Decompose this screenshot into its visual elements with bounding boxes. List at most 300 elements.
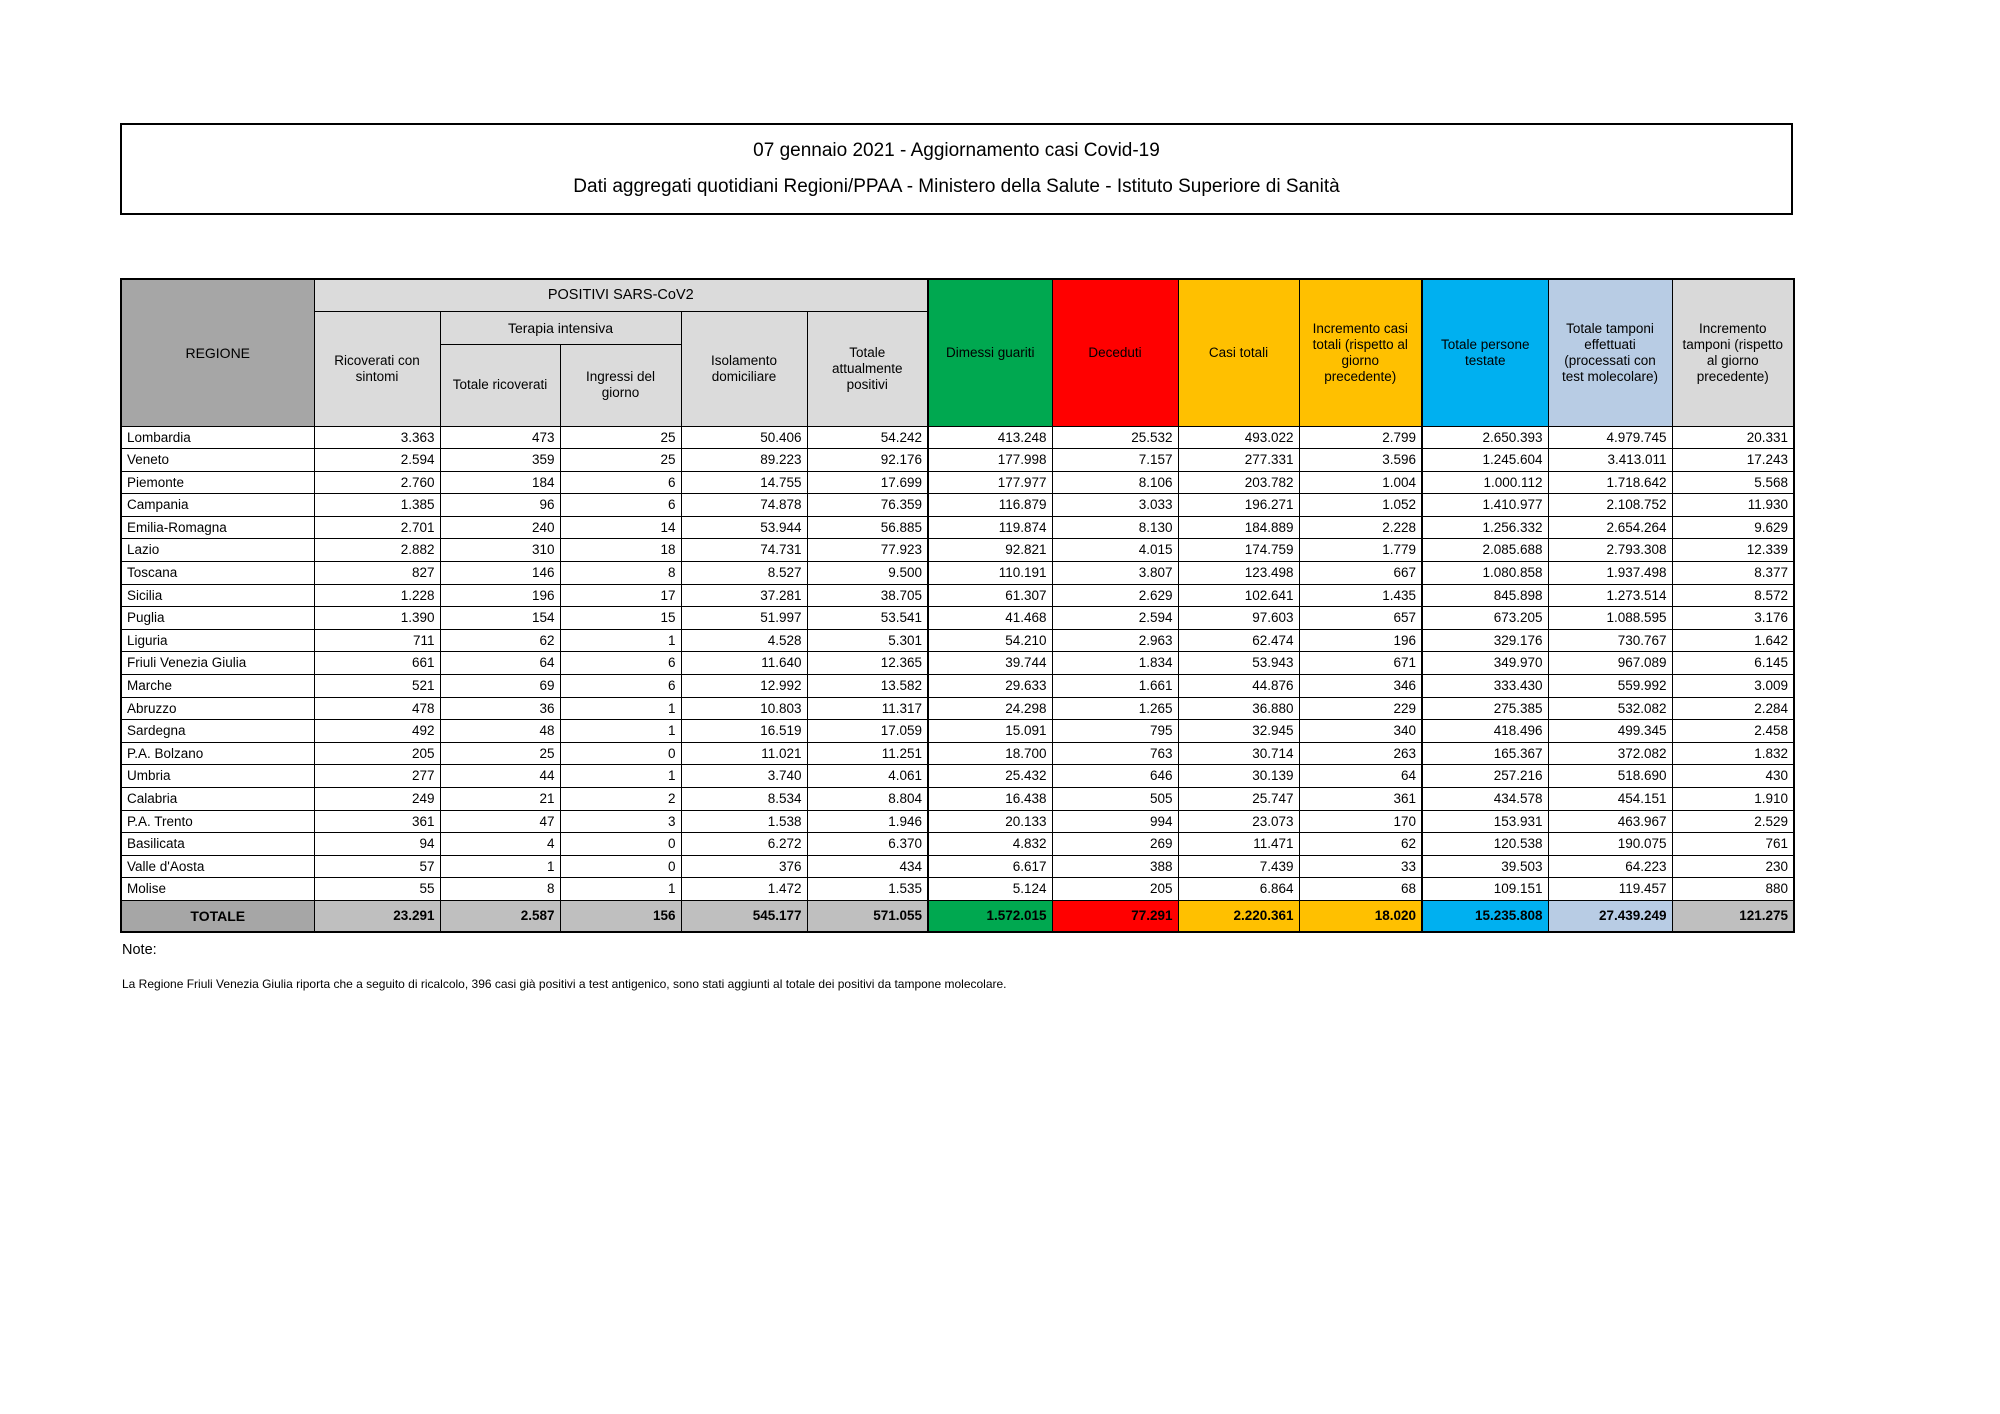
value-cell: 376 bbox=[681, 855, 807, 878]
value-cell: 667 bbox=[1299, 562, 1422, 585]
totale-value-cell: 18.020 bbox=[1299, 900, 1422, 932]
totale-value-cell: 571.055 bbox=[807, 900, 928, 932]
column-header-incremento-casi-totali: Incremento casi totali (rispetto al giorno precedente) bbox=[1299, 279, 1422, 426]
value-cell: 4.015 bbox=[1052, 539, 1178, 562]
value-cell: 9.629 bbox=[1672, 516, 1794, 539]
value-cell: 18.700 bbox=[928, 742, 1052, 765]
value-cell: 478 bbox=[314, 697, 440, 720]
region-name-cell: Abruzzo bbox=[121, 697, 314, 720]
value-cell: 25 bbox=[560, 449, 681, 472]
value-cell: 23.073 bbox=[1178, 810, 1299, 833]
region-name-cell: Liguria bbox=[121, 629, 314, 652]
column-header-totale-attualmente-positivi: Totale attualmente positivi bbox=[807, 311, 928, 426]
table-row bbox=[121, 562, 1794, 585]
value-cell: 463.967 bbox=[1548, 810, 1672, 833]
value-cell: 17.059 bbox=[807, 720, 928, 743]
value-cell: 77.923 bbox=[807, 539, 928, 562]
value-cell: 205 bbox=[1052, 878, 1178, 901]
value-cell: 277.331 bbox=[1178, 449, 1299, 472]
value-cell: 0 bbox=[560, 833, 681, 856]
column-header-ricoverati-con-sintomi: Ricoverati con sintomi bbox=[314, 311, 440, 426]
value-cell: 110.191 bbox=[928, 562, 1052, 585]
value-cell: 89.223 bbox=[681, 449, 807, 472]
table-row bbox=[121, 833, 1794, 856]
column-header-ingressi-del-giorno: Ingressi del giorno bbox=[560, 344, 681, 426]
value-cell: 2.650.393 bbox=[1422, 426, 1548, 449]
value-cell: 5.568 bbox=[1672, 471, 1794, 494]
totale-value-cell: 15.235.808 bbox=[1422, 900, 1548, 932]
region-name-cell: Piemonte bbox=[121, 471, 314, 494]
value-cell: 499.345 bbox=[1548, 720, 1672, 743]
totale-value-cell: 1.572.015 bbox=[928, 900, 1052, 932]
value-cell: 1.410.977 bbox=[1422, 494, 1548, 517]
value-cell: 184.889 bbox=[1178, 516, 1299, 539]
region-name-cell: P.A. Trento bbox=[121, 810, 314, 833]
region-name-cell: P.A. Bolzano bbox=[121, 742, 314, 765]
value-cell: 275.385 bbox=[1422, 697, 1548, 720]
value-cell: 5.301 bbox=[807, 629, 928, 652]
table-body bbox=[121, 426, 1794, 932]
value-cell: 1.910 bbox=[1672, 788, 1794, 811]
value-cell: 196 bbox=[1299, 629, 1422, 652]
value-cell: 62 bbox=[1299, 833, 1422, 856]
value-cell: 25.532 bbox=[1052, 426, 1178, 449]
value-cell: 2.701 bbox=[314, 516, 440, 539]
value-cell: 2.284 bbox=[1672, 697, 1794, 720]
value-cell: 1.004 bbox=[1299, 471, 1422, 494]
value-cell: 2.529 bbox=[1672, 810, 1794, 833]
value-cell: 8.130 bbox=[1052, 516, 1178, 539]
value-cell: 11.251 bbox=[807, 742, 928, 765]
value-cell: 11.930 bbox=[1672, 494, 1794, 517]
value-cell: 96 bbox=[440, 494, 560, 517]
value-cell: 92.821 bbox=[928, 539, 1052, 562]
value-cell: 3.363 bbox=[314, 426, 440, 449]
value-cell: 21 bbox=[440, 788, 560, 811]
value-cell: 2 bbox=[560, 788, 681, 811]
value-cell: 1.834 bbox=[1052, 652, 1178, 675]
value-cell: 1.265 bbox=[1052, 697, 1178, 720]
value-cell: 174.759 bbox=[1178, 539, 1299, 562]
value-cell: 3.807 bbox=[1052, 562, 1178, 585]
value-cell: 657 bbox=[1299, 607, 1422, 630]
value-cell: 6.272 bbox=[681, 833, 807, 856]
value-cell: 16.438 bbox=[928, 788, 1052, 811]
column-header-totale-tamponi: Totale tamponi effettuati (processati con test molecolare) bbox=[1548, 279, 1672, 426]
region-name-cell: Basilicata bbox=[121, 833, 314, 856]
value-cell: 434 bbox=[807, 855, 928, 878]
value-cell: 20.133 bbox=[928, 810, 1052, 833]
value-cell: 68 bbox=[1299, 878, 1422, 901]
value-cell: 11.471 bbox=[1178, 833, 1299, 856]
value-cell: 6.145 bbox=[1672, 652, 1794, 675]
value-cell: 730.767 bbox=[1548, 629, 1672, 652]
value-cell: 64 bbox=[1299, 765, 1422, 788]
region-name-cell: Molise bbox=[121, 878, 314, 901]
value-cell: 1.535 bbox=[807, 878, 928, 901]
value-cell: 11.640 bbox=[681, 652, 807, 675]
value-cell: 3.413.011 bbox=[1548, 449, 1672, 472]
table-row bbox=[121, 675, 1794, 698]
value-cell: 1.779 bbox=[1299, 539, 1422, 562]
column-header-casi-totali: Casi totali bbox=[1178, 279, 1299, 426]
value-cell: 62.474 bbox=[1178, 629, 1299, 652]
value-cell: 48 bbox=[440, 720, 560, 743]
value-cell: 349.970 bbox=[1422, 652, 1548, 675]
value-cell: 74.731 bbox=[681, 539, 807, 562]
region-name-cell: Umbria bbox=[121, 765, 314, 788]
value-cell: 116.879 bbox=[928, 494, 1052, 517]
value-cell: 0 bbox=[560, 855, 681, 878]
value-cell: 25 bbox=[560, 426, 681, 449]
totale-value-cell: 2.220.361 bbox=[1178, 900, 1299, 932]
value-cell: 14 bbox=[560, 516, 681, 539]
value-cell: 54.210 bbox=[928, 629, 1052, 652]
region-name-cell: Lombardia bbox=[121, 426, 314, 449]
value-cell: 64 bbox=[440, 652, 560, 675]
value-cell: 454.151 bbox=[1548, 788, 1672, 811]
value-cell: 518.690 bbox=[1548, 765, 1672, 788]
value-cell: 1.228 bbox=[314, 584, 440, 607]
value-cell: 119.457 bbox=[1548, 878, 1672, 901]
value-cell: 277 bbox=[314, 765, 440, 788]
value-cell: 1 bbox=[560, 878, 681, 901]
value-cell: 1.538 bbox=[681, 810, 807, 833]
region-name-cell: Lazio bbox=[121, 539, 314, 562]
table-header bbox=[121, 279, 1794, 426]
value-cell: 6 bbox=[560, 652, 681, 675]
value-cell: 10.803 bbox=[681, 697, 807, 720]
value-cell: 16.519 bbox=[681, 720, 807, 743]
value-cell: 14.755 bbox=[681, 471, 807, 494]
value-cell: 102.641 bbox=[1178, 584, 1299, 607]
column-header-totale-persone-testate: Totale persone testate bbox=[1422, 279, 1548, 426]
value-cell: 1 bbox=[560, 720, 681, 743]
value-cell: 76.359 bbox=[807, 494, 928, 517]
value-cell: 249 bbox=[314, 788, 440, 811]
totale-value-cell: 156 bbox=[560, 900, 681, 932]
value-cell: 8.377 bbox=[1672, 562, 1794, 585]
value-cell: 30.139 bbox=[1178, 765, 1299, 788]
value-cell: 1.390 bbox=[314, 607, 440, 630]
table-row bbox=[121, 471, 1794, 494]
value-cell: 184 bbox=[440, 471, 560, 494]
value-cell: 18 bbox=[560, 539, 681, 562]
notes-heading: Note: bbox=[122, 942, 157, 958]
value-cell: 2.793.308 bbox=[1548, 539, 1672, 562]
value-cell: 8 bbox=[560, 562, 681, 585]
value-cell: 473 bbox=[440, 426, 560, 449]
value-cell: 269 bbox=[1052, 833, 1178, 856]
group-header-terapia-intensiva: Terapia intensiva bbox=[440, 311, 681, 344]
totale-label-cell: TOTALE bbox=[121, 900, 314, 932]
value-cell: 240 bbox=[440, 516, 560, 539]
value-cell: 3.596 bbox=[1299, 449, 1422, 472]
value-cell: 761 bbox=[1672, 833, 1794, 856]
value-cell: 4.832 bbox=[928, 833, 1052, 856]
value-cell: 61.307 bbox=[928, 584, 1052, 607]
value-cell: 190.075 bbox=[1548, 833, 1672, 856]
value-cell: 230 bbox=[1672, 855, 1794, 878]
value-cell: 29.633 bbox=[928, 675, 1052, 698]
value-cell: 24.298 bbox=[928, 697, 1052, 720]
value-cell: 12.992 bbox=[681, 675, 807, 698]
value-cell: 56.885 bbox=[807, 516, 928, 539]
value-cell: 646 bbox=[1052, 765, 1178, 788]
value-cell: 64.223 bbox=[1548, 855, 1672, 878]
title-box bbox=[120, 123, 1793, 215]
value-cell: 430 bbox=[1672, 765, 1794, 788]
value-cell: 2.108.752 bbox=[1548, 494, 1672, 517]
value-cell: 123.498 bbox=[1178, 562, 1299, 585]
value-cell: 2.629 bbox=[1052, 584, 1178, 607]
table-row bbox=[121, 426, 1794, 449]
value-cell: 2.963 bbox=[1052, 629, 1178, 652]
value-cell: 505 bbox=[1052, 788, 1178, 811]
value-cell: 17.699 bbox=[807, 471, 928, 494]
value-cell: 13.582 bbox=[807, 675, 928, 698]
value-cell: 257.216 bbox=[1422, 765, 1548, 788]
value-cell: 94 bbox=[314, 833, 440, 856]
value-cell: 6 bbox=[560, 675, 681, 698]
value-cell: 6.370 bbox=[807, 833, 928, 856]
value-cell: 8.804 bbox=[807, 788, 928, 811]
value-cell: 3.740 bbox=[681, 765, 807, 788]
value-cell: 661 bbox=[314, 652, 440, 675]
value-cell: 62 bbox=[440, 629, 560, 652]
value-cell: 310 bbox=[440, 539, 560, 562]
value-cell: 1.245.604 bbox=[1422, 449, 1548, 472]
value-cell: 1.946 bbox=[807, 810, 928, 833]
value-cell: 177.998 bbox=[928, 449, 1052, 472]
value-cell: 1.052 bbox=[1299, 494, 1422, 517]
value-cell: 827 bbox=[314, 562, 440, 585]
table-row bbox=[121, 652, 1794, 675]
value-cell: 845.898 bbox=[1422, 584, 1548, 607]
value-cell: 2.458 bbox=[1672, 720, 1794, 743]
value-cell: 1.088.595 bbox=[1548, 607, 1672, 630]
value-cell: 372.082 bbox=[1548, 742, 1672, 765]
value-cell: 1.832 bbox=[1672, 742, 1794, 765]
table-row bbox=[121, 855, 1794, 878]
table-row bbox=[121, 765, 1794, 788]
table-row bbox=[121, 697, 1794, 720]
table-row bbox=[121, 810, 1794, 833]
value-cell: 1.642 bbox=[1672, 629, 1794, 652]
value-cell: 120.538 bbox=[1422, 833, 1548, 856]
region-name-cell: Friuli Venezia Giulia bbox=[121, 652, 314, 675]
region-name-cell: Emilia-Romagna bbox=[121, 516, 314, 539]
value-cell: 994 bbox=[1052, 810, 1178, 833]
value-cell: 153.931 bbox=[1422, 810, 1548, 833]
value-cell: 57 bbox=[314, 855, 440, 878]
value-cell: 17.243 bbox=[1672, 449, 1794, 472]
value-cell: 54.242 bbox=[807, 426, 928, 449]
value-cell: 5.124 bbox=[928, 878, 1052, 901]
value-cell: 7.157 bbox=[1052, 449, 1178, 472]
value-cell: 388 bbox=[1052, 855, 1178, 878]
value-cell: 2.882 bbox=[314, 539, 440, 562]
table-row bbox=[121, 539, 1794, 562]
value-cell: 20.331 bbox=[1672, 426, 1794, 449]
value-cell: 1.385 bbox=[314, 494, 440, 517]
value-cell: 1.718.642 bbox=[1548, 471, 1672, 494]
value-cell: 1.080.858 bbox=[1422, 562, 1548, 585]
value-cell: 4 bbox=[440, 833, 560, 856]
value-cell: 51.997 bbox=[681, 607, 807, 630]
value-cell: 165.367 bbox=[1422, 742, 1548, 765]
region-name-cell: Puglia bbox=[121, 607, 314, 630]
value-cell: 205 bbox=[314, 742, 440, 765]
totale-value-cell: 23.291 bbox=[314, 900, 440, 932]
value-cell: 12.365 bbox=[807, 652, 928, 675]
value-cell: 39.503 bbox=[1422, 855, 1548, 878]
value-cell: 492 bbox=[314, 720, 440, 743]
region-name-cell: Campania bbox=[121, 494, 314, 517]
totale-value-cell: 545.177 bbox=[681, 900, 807, 932]
totale-value-cell: 2.587 bbox=[440, 900, 560, 932]
value-cell: 1.472 bbox=[681, 878, 807, 901]
value-cell: 361 bbox=[314, 810, 440, 833]
value-cell: 8.572 bbox=[1672, 584, 1794, 607]
value-cell: 50.406 bbox=[681, 426, 807, 449]
value-cell: 53.944 bbox=[681, 516, 807, 539]
table-row bbox=[121, 494, 1794, 517]
region-name-cell: Marche bbox=[121, 675, 314, 698]
totale-row bbox=[121, 900, 1794, 932]
value-cell: 1.273.514 bbox=[1548, 584, 1672, 607]
value-cell: 15.091 bbox=[928, 720, 1052, 743]
value-cell: 4.979.745 bbox=[1548, 426, 1672, 449]
value-cell: 229 bbox=[1299, 697, 1422, 720]
table-row bbox=[121, 629, 1794, 652]
region-name-cell: Sardegna bbox=[121, 720, 314, 743]
value-cell: 53.943 bbox=[1178, 652, 1299, 675]
value-cell: 6 bbox=[560, 494, 681, 517]
column-header-deceduti: Deceduti bbox=[1052, 279, 1178, 426]
table-row bbox=[121, 607, 1794, 630]
value-cell: 15 bbox=[560, 607, 681, 630]
value-cell: 2.228 bbox=[1299, 516, 1422, 539]
value-cell: 2.799 bbox=[1299, 426, 1422, 449]
value-cell: 203.782 bbox=[1178, 471, 1299, 494]
report-title-line2: Dati aggregati quotidiani Regioni/PPAA - Ministero della Salute - Istituto Superiore di Sanità bbox=[573, 176, 1340, 197]
value-cell: 1.256.332 bbox=[1422, 516, 1548, 539]
totale-value-cell: 121.275 bbox=[1672, 900, 1794, 932]
value-cell: 0 bbox=[560, 742, 681, 765]
group-header-positivi-sars-cov2: POSITIVI SARS-CoV2 bbox=[314, 279, 928, 311]
region-name-cell: Sicilia bbox=[121, 584, 314, 607]
value-cell: 3.033 bbox=[1052, 494, 1178, 517]
value-cell: 1 bbox=[560, 697, 681, 720]
value-cell: 1 bbox=[440, 855, 560, 878]
value-cell: 967.089 bbox=[1548, 652, 1672, 675]
value-cell: 359 bbox=[440, 449, 560, 472]
value-cell: 8.527 bbox=[681, 562, 807, 585]
region-name-cell: Valle d'Aosta bbox=[121, 855, 314, 878]
value-cell: 6.864 bbox=[1178, 878, 1299, 901]
value-cell: 329.176 bbox=[1422, 629, 1548, 652]
table-row bbox=[121, 449, 1794, 472]
value-cell: 25.432 bbox=[928, 765, 1052, 788]
value-cell: 673.205 bbox=[1422, 607, 1548, 630]
table-row bbox=[121, 516, 1794, 539]
value-cell: 1.435 bbox=[1299, 584, 1422, 607]
covid-data-table bbox=[120, 278, 1795, 933]
value-cell: 413.248 bbox=[928, 426, 1052, 449]
totale-value-cell: 27.439.249 bbox=[1548, 900, 1672, 932]
value-cell: 263 bbox=[1299, 742, 1422, 765]
value-cell: 36 bbox=[440, 697, 560, 720]
value-cell: 2.085.688 bbox=[1422, 539, 1548, 562]
value-cell: 109.151 bbox=[1422, 878, 1548, 901]
column-header-dimessi-guariti: Dimessi guariti bbox=[928, 279, 1052, 426]
report-title-line1: 07 gennaio 2021 - Aggiornamento casi Covid-19 bbox=[753, 140, 1160, 161]
table-row bbox=[121, 584, 1794, 607]
value-cell: 1 bbox=[560, 629, 681, 652]
value-cell: 47 bbox=[440, 810, 560, 833]
column-header-totale-ricoverati: Totale ricoverati bbox=[440, 344, 560, 426]
value-cell: 1 bbox=[560, 765, 681, 788]
column-header-isolamento-domiciliare: Isolamento domiciliare bbox=[681, 311, 807, 426]
table-row bbox=[121, 788, 1794, 811]
value-cell: 17 bbox=[560, 584, 681, 607]
value-cell: 44 bbox=[440, 765, 560, 788]
table-row bbox=[121, 878, 1794, 901]
value-cell: 671 bbox=[1299, 652, 1422, 675]
value-cell: 434.578 bbox=[1422, 788, 1548, 811]
value-cell: 1.000.112 bbox=[1422, 471, 1548, 494]
value-cell: 880 bbox=[1672, 878, 1794, 901]
value-cell: 1.937.498 bbox=[1548, 562, 1672, 585]
value-cell: 196.271 bbox=[1178, 494, 1299, 517]
value-cell: 2.760 bbox=[314, 471, 440, 494]
value-cell: 39.744 bbox=[928, 652, 1052, 675]
value-cell: 154 bbox=[440, 607, 560, 630]
value-cell: 711 bbox=[314, 629, 440, 652]
value-cell: 763 bbox=[1052, 742, 1178, 765]
value-cell: 3.009 bbox=[1672, 675, 1794, 698]
value-cell: 521 bbox=[314, 675, 440, 698]
value-cell: 170 bbox=[1299, 810, 1422, 833]
value-cell: 44.876 bbox=[1178, 675, 1299, 698]
value-cell: 11.021 bbox=[681, 742, 807, 765]
value-cell: 8.106 bbox=[1052, 471, 1178, 494]
value-cell: 3.176 bbox=[1672, 607, 1794, 630]
value-cell: 196 bbox=[440, 584, 560, 607]
value-cell: 55 bbox=[314, 878, 440, 901]
region-name-cell: Calabria bbox=[121, 788, 314, 811]
value-cell: 12.339 bbox=[1672, 539, 1794, 562]
region-name-cell: Veneto bbox=[121, 449, 314, 472]
value-cell: 119.874 bbox=[928, 516, 1052, 539]
value-cell: 25 bbox=[440, 742, 560, 765]
totale-value-cell: 77.291 bbox=[1052, 900, 1178, 932]
value-cell: 340 bbox=[1299, 720, 1422, 743]
value-cell: 36.880 bbox=[1178, 697, 1299, 720]
value-cell: 8 bbox=[440, 878, 560, 901]
column-header-incremento-tamponi: Incremento tamponi (rispetto al giorno precedente) bbox=[1672, 279, 1794, 426]
column-header-regione: REGIONE bbox=[121, 279, 314, 426]
value-cell: 2.594 bbox=[314, 449, 440, 472]
value-cell: 97.603 bbox=[1178, 607, 1299, 630]
value-cell: 2.654.264 bbox=[1548, 516, 1672, 539]
value-cell: 41.468 bbox=[928, 607, 1052, 630]
value-cell: 3 bbox=[560, 810, 681, 833]
value-cell: 146 bbox=[440, 562, 560, 585]
value-cell: 37.281 bbox=[681, 584, 807, 607]
value-cell: 32.945 bbox=[1178, 720, 1299, 743]
